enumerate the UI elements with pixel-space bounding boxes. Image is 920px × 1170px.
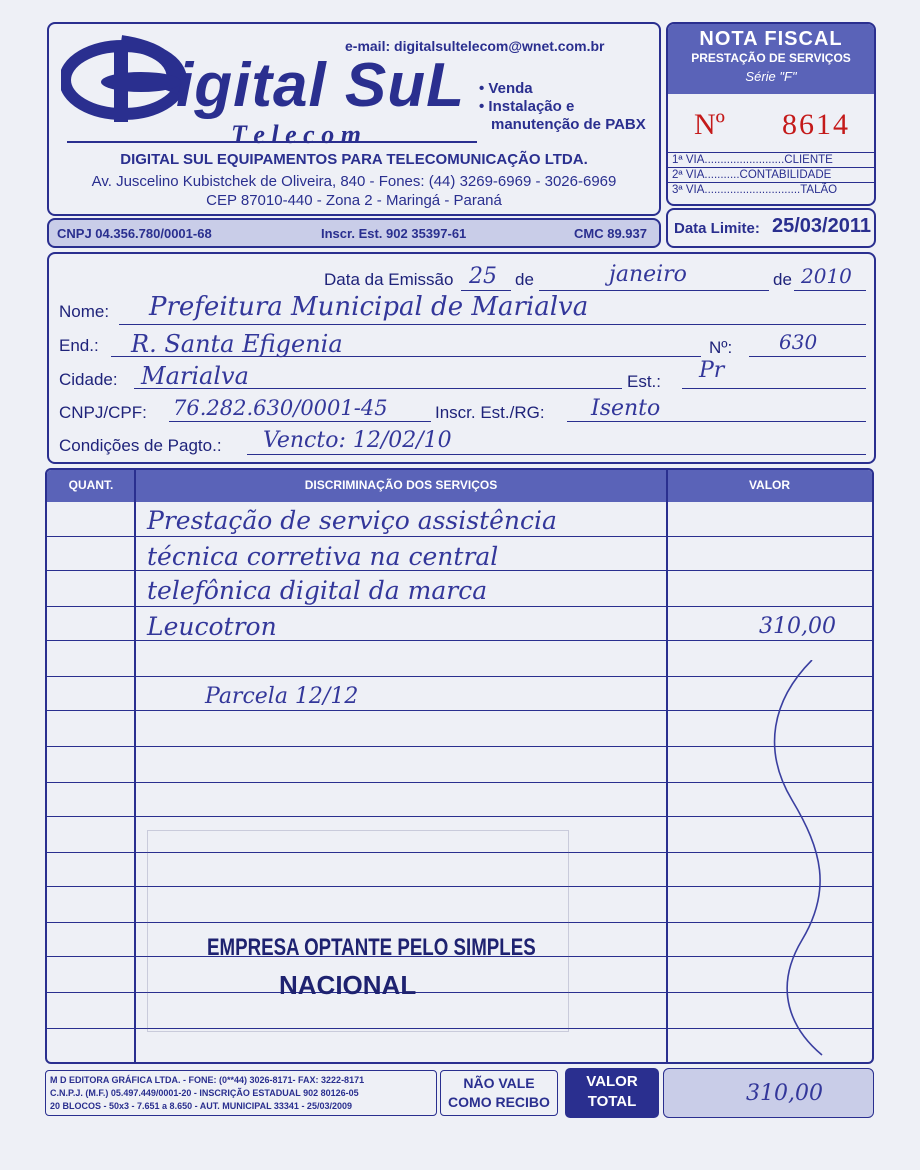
parcela-note: Parcela 12/12 [205, 684, 359, 709]
valor-value: 310,00 [759, 614, 836, 639]
row-line [47, 536, 872, 537]
data-limite-label: Data Limite: [674, 220, 760, 237]
company-address-1: Av. Juscelino Kubistchek de Oliveira, 840 - Fones: (44) 3269-6969 - 3026-6969 [91, 173, 617, 190]
company-logo [61, 32, 481, 149]
emissao-year: 2010 [801, 264, 852, 288]
nome-value: Prefeitura Municipal de Marialva [149, 292, 589, 322]
valor-total-line-1: VALOR [586, 1073, 638, 1090]
logo-subtitle: T e l e c o m [231, 120, 361, 149]
est-line [682, 388, 866, 389]
cidade-value: Marialva [141, 362, 249, 390]
logo-underline [67, 141, 477, 143]
nao-vale-line-2: COMO RECIBO [448, 1094, 550, 1110]
cnpj-id: CNPJ 04.356.780/0001-68 [57, 226, 212, 241]
col-divider-2 [666, 470, 668, 1062]
data-limite-value: 25/03/2011 [772, 215, 871, 237]
company-name: DIGITAL SUL EQUIPAMENTOS PARA TELECOMUNICAÇÃO LTDA. [120, 151, 588, 168]
valor-total-box [565, 1068, 659, 1118]
desc-line-2: técnica corretiva na central [147, 542, 499, 571]
row-line [47, 710, 872, 711]
printer-line-1: M D EDITORA GRÁFICA LTDA. - FONE: (0**44) 3026-8171- FAX: 3222-8171 [50, 1075, 365, 1085]
cond-label: Condições de Pagto.: [59, 436, 222, 455]
data-limite-box [666, 208, 876, 248]
cnpj-line [169, 421, 431, 422]
inscr-label: Inscr. Est./RG: [435, 403, 545, 422]
emissao-label: Data da Emissão [324, 270, 454, 289]
emissao-month: janeiro [609, 262, 687, 287]
emissao-day-line [461, 290, 511, 291]
nao-vale-box [440, 1070, 558, 1116]
company-address-2: CEP 87010-440 - Zona 2 - Maringá - Paraná [206, 192, 502, 209]
via-1: 1ª VIA.........................CLIENTE [668, 152, 874, 167]
simples-stamp [147, 830, 569, 1032]
nota-serie: Série "F" [745, 69, 797, 84]
row-line [47, 676, 872, 677]
desc-line-1: Prestação de serviço assistência [147, 506, 557, 535]
nota-number-label: Nº [694, 108, 725, 141]
end-value: R. Santa Efigenia [131, 330, 343, 358]
row-line [47, 606, 872, 607]
vias-list [668, 152, 874, 197]
table-header [47, 470, 872, 502]
nota-fiscal-box [666, 22, 876, 206]
desc-line-3: telefônica digital da marca [147, 576, 488, 605]
cond-value: Vencto: 12/02/10 [263, 428, 452, 453]
est-value: Pr [699, 358, 725, 383]
num-label: Nº: [709, 338, 733, 357]
inscr-line [567, 421, 866, 422]
inscr-value: Isento [591, 396, 661, 421]
num-line [749, 356, 866, 357]
services-list [479, 80, 646, 134]
squiggle-mark [752, 660, 872, 1060]
num-value: 630 [779, 330, 818, 354]
stamp-line-1: EMPRESA OPTANTE PELO SIMPLES [207, 934, 536, 961]
col-valor-header: VALOR [748, 478, 791, 492]
col-quant-header: QUANT. [68, 478, 114, 492]
service-instalacao: • Instalação e [479, 98, 575, 115]
services-table [45, 468, 874, 1064]
service-manutencao: manutenção de PABX [491, 116, 646, 133]
total-value-box [663, 1068, 874, 1118]
printer-info [45, 1070, 437, 1116]
nome-line [119, 324, 866, 325]
est-label: Est.: [627, 372, 662, 391]
col-desc-header: DISCRIMINAÇÃO DOS SERVIÇOS [304, 478, 498, 492]
ids-strip [47, 218, 661, 248]
printer-line-2: C.N.P.J. (M.F.) 05.497.449/0001-20 - INSCRIÇÃO ESTADUAL 902 80126-05 [50, 1088, 359, 1098]
emissao-month-line [539, 290, 769, 291]
row-line [47, 782, 872, 783]
stamp-line-2: NACIONAL [279, 970, 417, 1000]
service-venda: • Venda [479, 80, 533, 97]
cnpj-label: CNPJ/CPF: [59, 403, 147, 422]
client-form [47, 252, 876, 464]
row-line [47, 746, 872, 747]
cmc-id: CMC 89.937 [574, 226, 647, 241]
logo-text: igital SuL [176, 51, 465, 120]
total-value: 310,00 [746, 1081, 823, 1106]
nota-number: 8614 [782, 108, 850, 141]
nao-vale-line-1: NÃO VALE [463, 1075, 535, 1091]
nota-title: NOTA FISCAL [699, 28, 843, 50]
desc-line-4: Leucotron [147, 612, 277, 641]
col-divider-1 [134, 470, 136, 1062]
via-2: 2ª VIA...........CONTABILIDADE [668, 167, 874, 182]
nome-label: Nome: [59, 302, 110, 321]
inscr-id: Inscr. Est. 902 35397-61 [321, 226, 467, 241]
end-label: End.: [59, 336, 99, 355]
nota-header [668, 24, 874, 94]
company-header-box [47, 22, 661, 216]
cond-line [247, 454, 866, 455]
cidade-label: Cidade: [59, 370, 118, 389]
via-3: 3ª VIA..............................TALÃO [668, 182, 874, 197]
emissao-day: 25 [469, 264, 497, 289]
de-1: de [515, 270, 534, 289]
valor-total-line-2: TOTAL [587, 1093, 637, 1110]
cnpj-value: 76.282.630/0001-45 [173, 396, 388, 420]
company-email: e-mail: digitalsultelecom@wnet.com.br [345, 38, 605, 54]
emissao-year-line [794, 290, 866, 291]
nota-subtitle: PRESTAÇÃO DE SERVIÇOS [691, 51, 851, 65]
printer-line-3: 20 BLOCOS - 50x3 - 7.651 a 8.650 - AUT. MUNICIPAL 33341 - 25/03/2009 [50, 1101, 352, 1111]
de-2: de [773, 270, 792, 289]
row-line [47, 816, 872, 817]
